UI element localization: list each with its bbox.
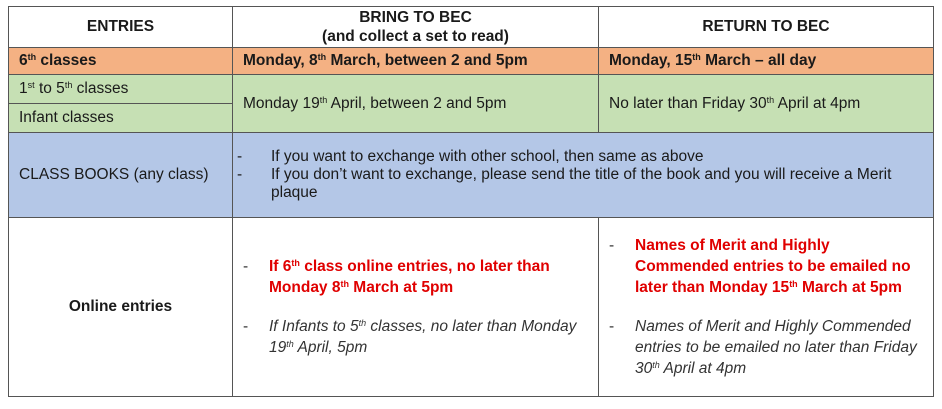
sixth-class-row: [9, 48, 934, 75]
online-bring-infants: - If Infants to 5th classes, no later than Monday 19th April, 5pm: [243, 318, 577, 356]
header-return: RETURN TO BEC: [599, 7, 934, 48]
entries-table: [8, 6, 934, 397]
class-books-item-2: - If you don’t want to exchange, please send the title of the book and you will receive a Merit plaque: [237, 166, 892, 201]
header-row: [9, 7, 934, 48]
green-return: No later than Friday 30th April at 4pm: [599, 75, 934, 133]
infant-label: Infant classes: [9, 104, 233, 133]
first-to-fifth-row: [9, 75, 934, 104]
class-books-label: CLASS BOOKS (any class): [9, 133, 233, 218]
online-bring: [233, 218, 599, 397]
first-to-fifth-label: 1st to 5th classes: [9, 75, 233, 104]
online-return: [599, 218, 934, 397]
header-bring-title: BRING TO BEC: [359, 9, 472, 26]
class-books-item-1: - If you want to exchange with other school, then same as above: [237, 148, 704, 165]
online-return-sixth: - Names of Merit and Highly Commended entries to be emailed no later than Monday 15th March at 5pm: [609, 237, 911, 296]
online-entries-row: [9, 218, 934, 397]
sixth-class-label: 6th classes: [9, 48, 233, 75]
sixth-class-bring: Monday, 8th March, between 2 and 5pm: [233, 48, 599, 75]
green-bring: Monday 19th April, between 2 and 5pm: [233, 75, 599, 133]
header-bring: [233, 7, 599, 48]
header-bring-subtitle: (and collect a set to read): [322, 28, 509, 45]
sixth-class-return: Monday, 15th March – all day: [599, 48, 934, 75]
online-return-others: - Names of Merit and Highly Commended entries to be emailed no later than Friday 30th April at 4pm: [609, 318, 917, 377]
header-entries: ENTRIES: [9, 7, 233, 48]
class-books-instructions: [233, 133, 934, 218]
online-entries-label: Online entries: [9, 218, 233, 397]
online-bring-sixth: - If 6th class online entries, no later than Monday 8th March at 5pm: [243, 258, 550, 296]
class-books-row: [9, 133, 934, 218]
